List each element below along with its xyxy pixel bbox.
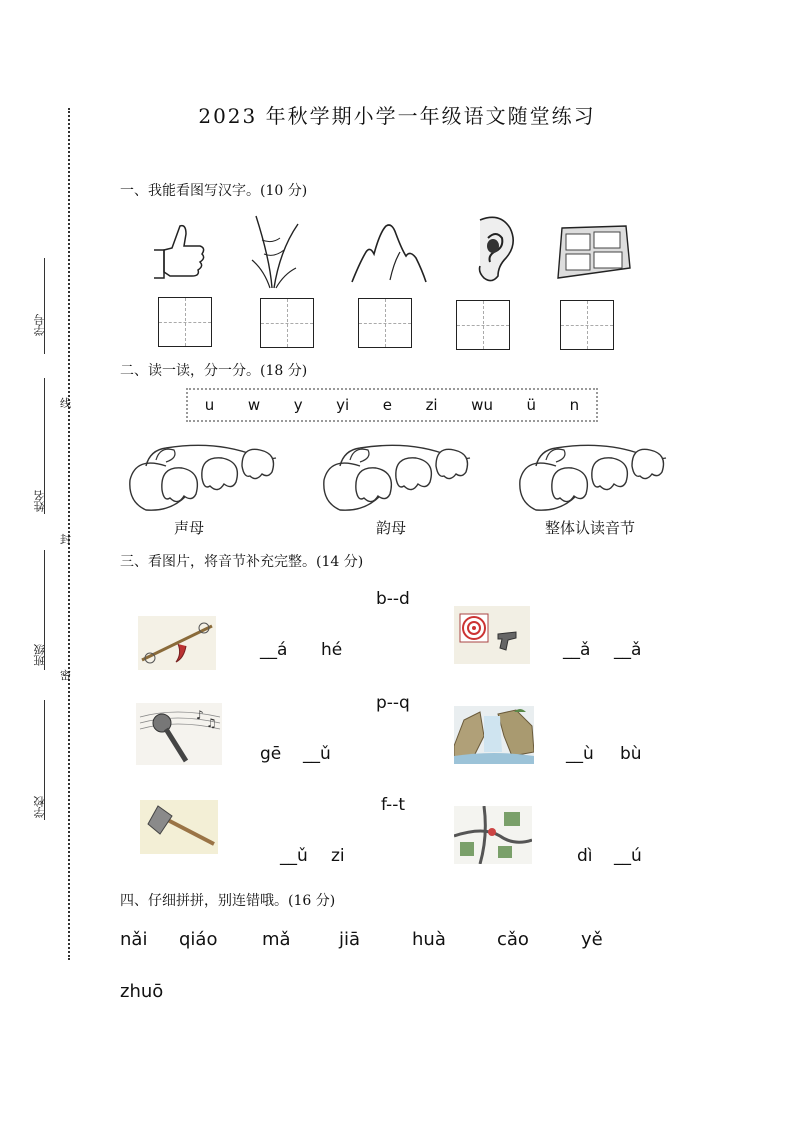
writing-box-3[interactable] [358, 298, 412, 348]
syllable: hé [321, 640, 343, 660]
pinyin-item[interactable]: zhuō [120, 981, 164, 1002]
map-icon [454, 806, 532, 864]
pinyin-item[interactable]: mǎ [262, 929, 291, 950]
pinyin-item[interactable]: nǎi [120, 929, 148, 950]
pinyin-item[interactable]: qiáo [179, 929, 218, 950]
section4-heading: 四、仔细拼拼，别连错哦。(16 分) [120, 893, 336, 909]
blank-syllable: __ǎ [614, 640, 642, 660]
flower-icon [126, 436, 284, 512]
svg-text:♪: ♪ [196, 708, 204, 722]
microphone-singing-icon [136, 703, 222, 765]
blank-syllable: __ǔ [280, 846, 308, 866]
pinyin-item[interactable]: yě [581, 929, 603, 950]
student-id-line [44, 258, 45, 354]
pinyin-item[interactable]: huà [412, 929, 446, 950]
blank-syllable: __ǎ [563, 640, 591, 660]
student-id-label: 学号 [33, 314, 46, 336]
blank-syllable: __á [260, 640, 288, 660]
grass-icon [246, 210, 302, 290]
writing-box-2[interactable] [260, 298, 314, 348]
letter: w [247, 396, 261, 414]
writing-box-4[interactable] [456, 300, 510, 350]
thumb-icon [150, 220, 212, 282]
letter: zi [425, 396, 438, 414]
syllable: dì [577, 846, 593, 866]
writing-box-1[interactable] [158, 297, 212, 347]
seal-char-feng: 封 [60, 533, 71, 546]
tug-of-war-icon [138, 616, 216, 670]
seal-char-mi: 密 [60, 669, 71, 682]
letter: y [293, 396, 303, 414]
letter: u [204, 396, 215, 414]
writing-box-5[interactable] [560, 300, 614, 350]
category-initials: 声母 [174, 519, 205, 537]
svg-text:♫: ♫ [206, 716, 217, 730]
flower-icon [320, 436, 478, 512]
school-label: 学校 [33, 796, 46, 818]
target-shooting-icon [454, 606, 530, 664]
syllable: zi [331, 846, 345, 866]
letter-pair: b--d [376, 589, 410, 609]
letter: wu [471, 396, 493, 414]
section2-heading: 二、读一读，分一分。(18 分) [120, 363, 308, 379]
pinyin-item[interactable]: cǎo [497, 929, 529, 950]
letter-box [186, 388, 598, 422]
class-label: 班级 [33, 644, 46, 666]
letter: yi [336, 396, 350, 414]
category-finals: 韵母 [376, 519, 407, 537]
category-whole-syllables: 整体认读音节 [545, 519, 636, 537]
flower-icon [516, 436, 674, 512]
field-icon [552, 224, 632, 280]
syllable: gē [260, 744, 282, 764]
section3-heading: 三、看图片，将音节补充完整。(14 分) [120, 554, 364, 570]
ear-icon [466, 214, 520, 284]
section1-heading: 一、我能看图写汉字。(10 分) [120, 183, 308, 199]
letter-pair: f--t [381, 795, 405, 815]
seal-char-xian: 线 [60, 397, 71, 410]
name-label: 姓名 [33, 490, 46, 512]
blank-syllable: __ù [566, 744, 594, 764]
blank-syllable: __ǔ [303, 744, 331, 764]
page-title: 2023 年秋学期小学一年级语文随堂练习 [198, 104, 596, 128]
blank-syllable: __ú [614, 846, 642, 866]
pinyin-item[interactable]: jiā [339, 929, 361, 950]
letter: e [382, 396, 392, 414]
mountain-icon [350, 222, 428, 284]
axe-icon [140, 800, 218, 854]
waterfall-icon [454, 706, 534, 764]
letter: n [569, 396, 580, 414]
syllable: bù [620, 744, 642, 764]
letter: ü [526, 396, 537, 414]
letter-pair: p--q [376, 693, 410, 713]
